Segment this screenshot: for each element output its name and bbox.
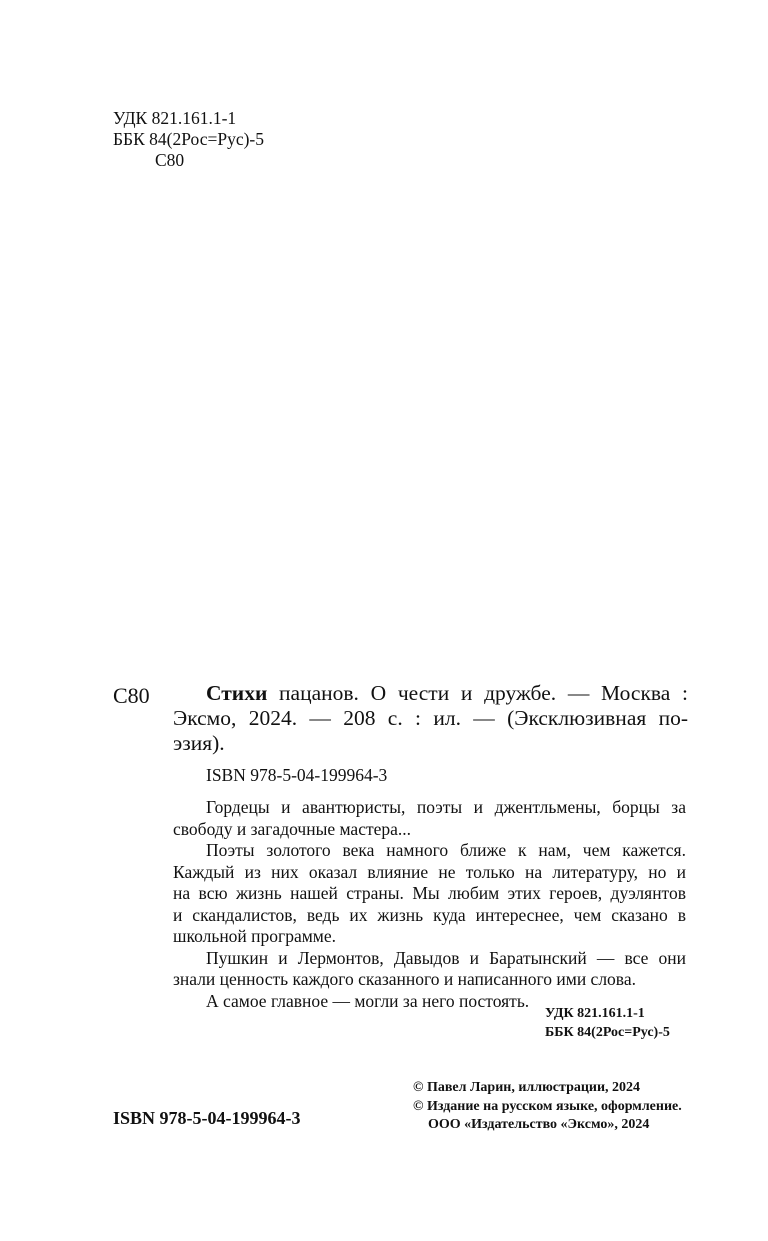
author-mark: С80 [155, 150, 185, 170]
book-title-bold: Стихи [206, 681, 268, 705]
bbk-code-bold: ББК 84(2Рос=Рус)-5 [545, 1025, 670, 1040]
copyright-illustrations: © Павел Ларин, иллюстрации, 2024 [413, 1080, 641, 1095]
annotation-line: Гордецы и авантюристы, поэты и джентльмены, борцы за [206, 797, 686, 817]
isbn-entry: ISBN 978-5-04-199964-3 [206, 765, 388, 785]
copyright-publisher: ООО «Издательство «Эксмо», 2024 [428, 1117, 650, 1132]
annotation-paragraph-2 [173, 840, 686, 948]
annotation [173, 797, 686, 1012]
biblio-line-1 [173, 681, 688, 706]
annotation-line: знали ценность каждого сказанного и написанного ими слова. [173, 969, 636, 989]
isbn-bottom: ISBN 978-5-04-199964-3 [113, 1108, 301, 1128]
annotation-paragraph-3 [173, 948, 686, 991]
udk-code: УДК 821.161.1-1 [113, 108, 237, 128]
right-classification-codes [545, 1004, 670, 1042]
annotation-line: Пушкин и Лермонтов, Давыдов и Баратынский — все они [206, 947, 686, 968]
bbk-code: ББК 84(2Рос=Рус)-5 [113, 129, 264, 149]
copyright-edition: © Издание на русском языке, оформление. [413, 1098, 682, 1114]
annotation-paragraph-1 [173, 797, 686, 840]
annotation-line: и скандалистов, ведь их жизнь куда интереснее, чем сказано в [173, 904, 686, 925]
annotation-line: на всю жизнь нашей страны. Мы любим этих героев, дуэлянтов [173, 883, 686, 903]
annotation-line: свободу и загадочные мастера... [173, 818, 412, 839]
biblio-line-3: эзия). [173, 731, 225, 755]
catalog-author-mark: С80 [113, 683, 150, 708]
top-classification-codes [113, 108, 264, 171]
annotation-line: Поэты золотого века намного ближе к нам, чем кажется. [206, 840, 686, 860]
annotation-line: А самое главное — могли за него постоять. [206, 990, 530, 1011]
udk-code-bold: УДК 821.161.1-1 [545, 1006, 645, 1021]
copyright-block [413, 1079, 682, 1135]
biblio-line-1-rest: пацанов. О чести и дружбе. — Москва : [267, 681, 688, 705]
annotation-line: школьной программе. [173, 926, 337, 946]
bibliographic-entry [173, 681, 688, 756]
annotation-line: Каждый из них оказал влияние не только на литературу, но и [173, 861, 686, 882]
biblio-line-2: Эксмо, 2024. — 208 с. : ил. — (Эксклюзивная по- [173, 706, 688, 730]
